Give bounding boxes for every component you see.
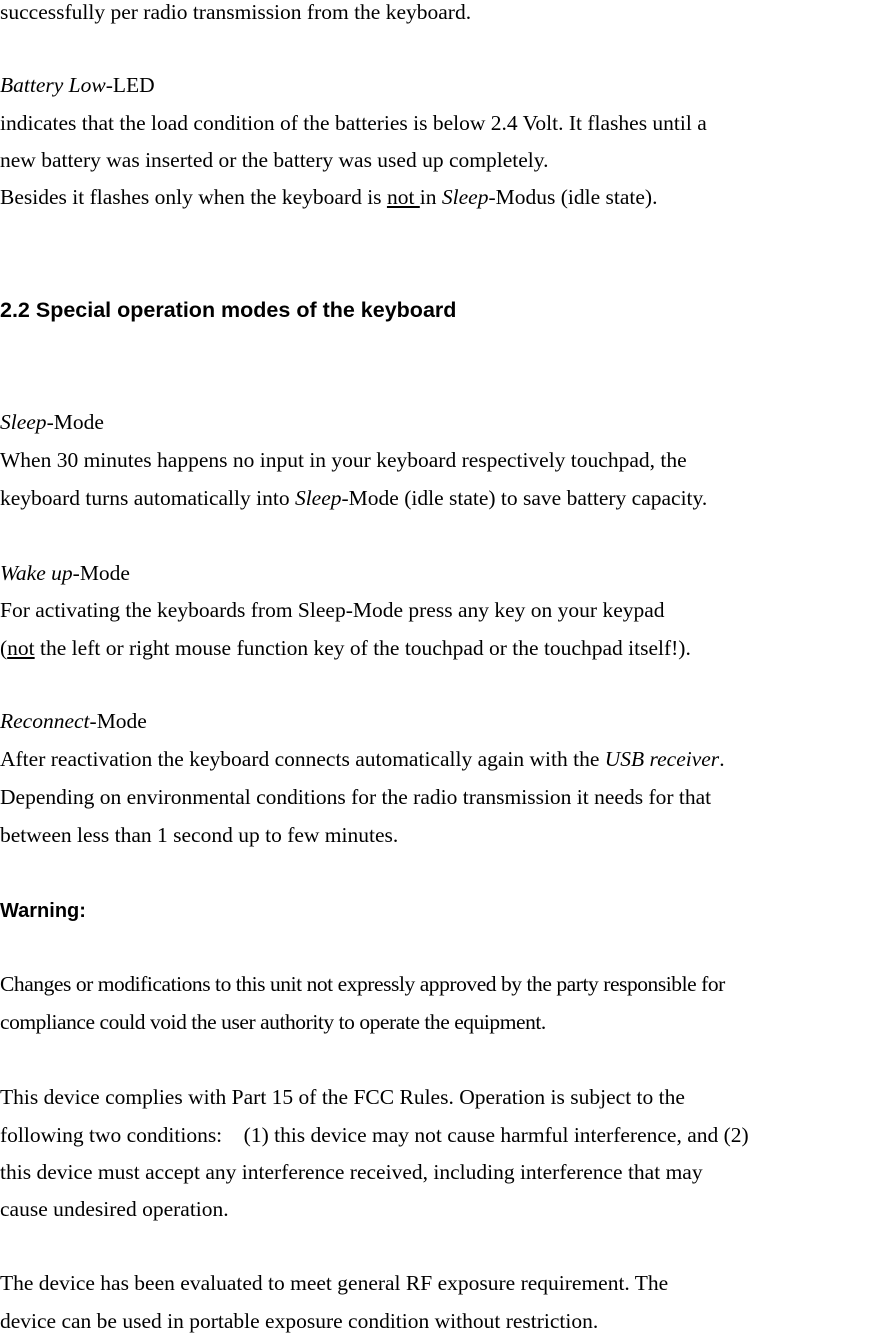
reconnect-mode-title: Reconnect-Mode (0, 709, 147, 733)
reconnect-mode-line: Depending on environmental conditions for the radio transmission it needs for that (0, 785, 712, 809)
battery-low-line: indicates that the load condition of the batteries is below 2.4 Volt. It flashes until a (0, 111, 707, 135)
fcc-line: This device complies with Part 15 of the FCC Rules. Operation is subject to the (0, 1085, 685, 1109)
rf-exposure-line: device can be used in portable exposure condition without restriction. (0, 1309, 599, 1333)
wake-up-mode-line: For activating the keyboards from Sleep-Mode press any key on your keypad (0, 598, 665, 622)
sleep-mode-line: When 30 minutes happens no input in your keyboard respectively touchpad, the (0, 448, 687, 472)
fcc-line: cause undesired operation. (0, 1197, 229, 1221)
wake-up-mode-title: Wake up-Mode (0, 561, 130, 585)
battery-low-line: new battery was inserted or the battery was used up completely. (0, 148, 549, 172)
sleep-mode-line: keyboard turns automatically into Sleep-Mode (idle state) to save battery capacity. (0, 486, 708, 510)
battery-low-title: Battery Low-LED (0, 73, 155, 97)
reconnect-mode-line: After reactivation the keyboard connects automatically again with the USB receiver. (0, 747, 725, 771)
fcc-line: following two conditions: (1) this device may not cause harmful interference, and (2) (0, 1123, 749, 1147)
reconnect-mode-line: between less than 1 second up to few minutes. (0, 823, 399, 847)
fcc-line: this device must accept any interference received, including interference that may (0, 1160, 703, 1184)
warning-line: compliance could void the user authority to operate the equipment. (0, 1010, 546, 1034)
warning-heading: Warning: (0, 900, 86, 922)
battery-low-line: Besides it flashes only when the keyboard is not in Sleep-Modus (idle state). (0, 185, 658, 209)
section-heading: 2.2 Special operation modes of the keyboard (0, 298, 457, 322)
wake-up-mode-line: (not the left or right mouse function key of the touchpad or the touchpad itself!). (0, 636, 691, 660)
sleep-mode-title: Sleep-Mode (0, 410, 104, 434)
rf-exposure-line: The device has been evaluated to meet general RF exposure requirement. The (0, 1271, 669, 1295)
intro-line: successfully per radio transmission from the keyboard. (0, 0, 472, 24)
warning-line: Changes or modifications to this unit not expressly approved by the party responsible for (0, 972, 725, 996)
